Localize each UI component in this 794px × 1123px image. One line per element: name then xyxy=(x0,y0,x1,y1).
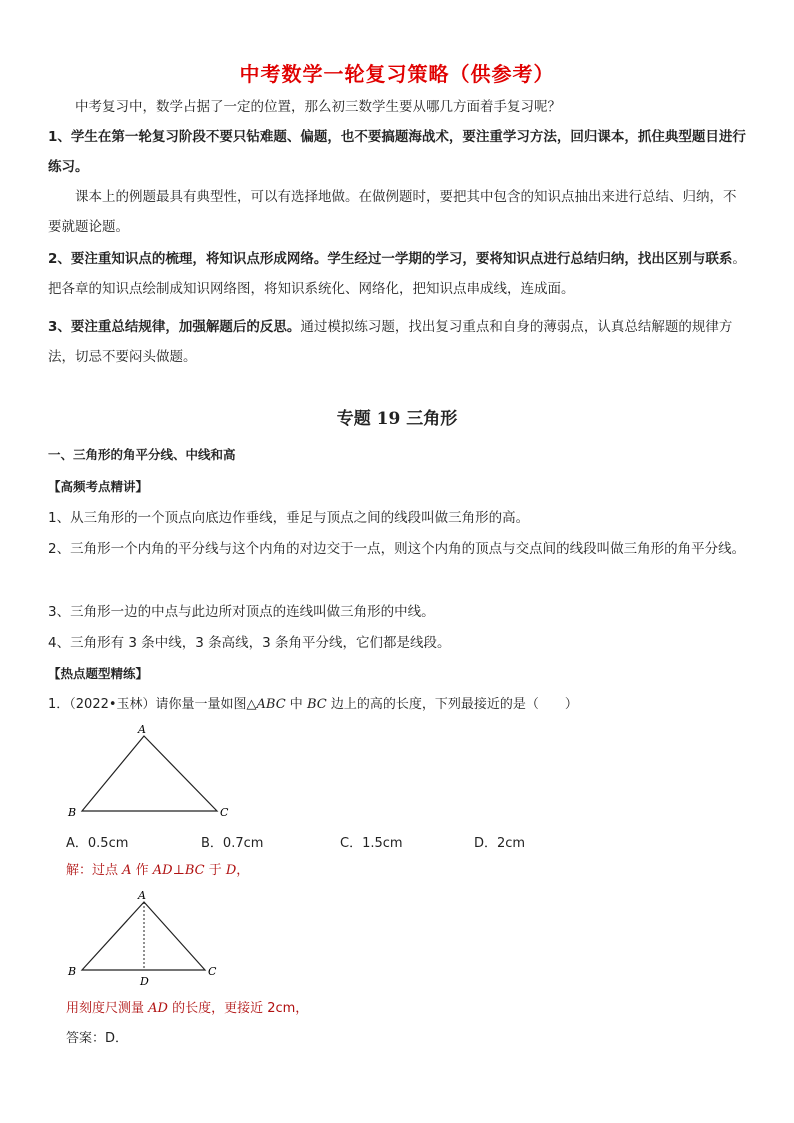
strategy-3-detail: 通过模拟练习题，找出复习重点和自身的薄弱点，认真总结解题的规律方法，切忌不要闷头做题。 xyxy=(48,319,733,365)
vertex-label-c-2: C xyxy=(208,965,217,978)
strategy-1-detail: 课本上的例题最具有典型性，可以有选择地做。在做例题时，要把其中包含的知识点抽出来进行总结、归纳，不要就题论题。 xyxy=(48,189,737,235)
vertex-label-a-2: A xyxy=(138,889,146,902)
key-points-header: 【高频考点精讲】 xyxy=(48,479,149,494)
solution-perpendicular: AD⊥BC xyxy=(152,863,205,878)
vertex-label-a: A xyxy=(138,723,146,736)
triangle-abc xyxy=(82,736,217,811)
solution-point-a: A xyxy=(122,863,132,878)
solution-line xyxy=(66,856,766,886)
foot-label-d: D xyxy=(140,975,149,988)
question-abc: ABC xyxy=(256,697,286,712)
strategy-3-bold: 3、要注重总结规律，加强解题后的反思。 xyxy=(48,319,301,335)
strategy-2-bold: 2、要注重知识点的梳理，将知识点形成网络。学生经过一学期的学习，要将知识点进行总结归纳，找出区别与联系 xyxy=(48,251,733,267)
triangle-figure-1 xyxy=(60,722,240,822)
triangle-figure-2 xyxy=(60,888,240,993)
answer-line: 答案：D． xyxy=(66,1031,129,1046)
solution-prefix: 解：过点 xyxy=(66,863,123,878)
measurement-ad: AD xyxy=(148,1001,168,1016)
key-point-1: 1、从三角形的一个顶点向底边作垂线，垂足与顶点之间的线段叫做三角形的高。 xyxy=(48,510,530,526)
solution-point-d: D xyxy=(225,863,237,878)
solution-mid-1: 作 xyxy=(131,863,153,878)
solution-mid-2: 于 xyxy=(204,863,226,878)
option-b: B．0.7cm xyxy=(201,836,264,851)
strategy-3 xyxy=(48,312,748,372)
document-title: 中考数学一轮复习策略（供参考） xyxy=(239,62,555,86)
strategy-2-detail: 。把各章的知识点绘制成知识网络图，将知识系统化、网络化，把知识点串成线，连成面。 xyxy=(48,251,746,297)
option-a: A．0.5cm xyxy=(66,836,129,851)
option-c: C．1.5cm xyxy=(340,836,403,851)
strategy-2 xyxy=(48,244,748,304)
vertex-label-b: B xyxy=(68,806,77,819)
measurement-prefix: 用刻度尺测量 xyxy=(66,1001,149,1016)
vertex-label-b-2: B xyxy=(68,965,77,978)
key-point-4: 4、三角形有 3 条中线，3 条高线，3 条角平分线，它们都是线段。 xyxy=(48,635,451,651)
vertex-label-c: C xyxy=(220,806,229,819)
topic-title: 专题 19 三角形 xyxy=(336,409,458,429)
question-bc: BC xyxy=(306,697,327,712)
measurement-line xyxy=(66,994,766,1024)
question-prefix: 1．（2022•玉林）请你量一量如图△ xyxy=(48,697,257,712)
question-suffix: 边上的高的长度，下列最接近的是（ ） xyxy=(326,697,578,712)
strategy-1: 1、学生在第一轮复习阶段不要只钻难题、偏题，也不要搞题海战术，要注重学习方法，回归课本，抓住典型题目进行练习。 xyxy=(48,129,746,175)
hot-practice-header: 【热点题型精练】 xyxy=(48,666,149,681)
option-d: D．2cm xyxy=(474,836,526,851)
question-mid: 中 xyxy=(285,697,307,712)
key-point-2: 2、三角形一个内角的平分线与这个内角的对边交于一点，则这个内角的顶点与交点间的线段叫做三角形的角平分线。 xyxy=(48,541,746,557)
intro-paragraph: 中考复习中，数学占据了一定的位置，那么初三数学生要从哪几方面着手复习呢？ xyxy=(75,99,561,115)
section-heading: 一、三角形的角平分线、中线和高 xyxy=(48,447,236,462)
key-point-3: 3、三角形一边的中点与此边所对顶点的连线叫做三角形的中线。 xyxy=(48,604,435,620)
solution-end: ， xyxy=(236,863,250,878)
question-stem xyxy=(48,690,748,720)
measurement-suffix: 的长度，更接近 2cm， xyxy=(167,1001,309,1016)
